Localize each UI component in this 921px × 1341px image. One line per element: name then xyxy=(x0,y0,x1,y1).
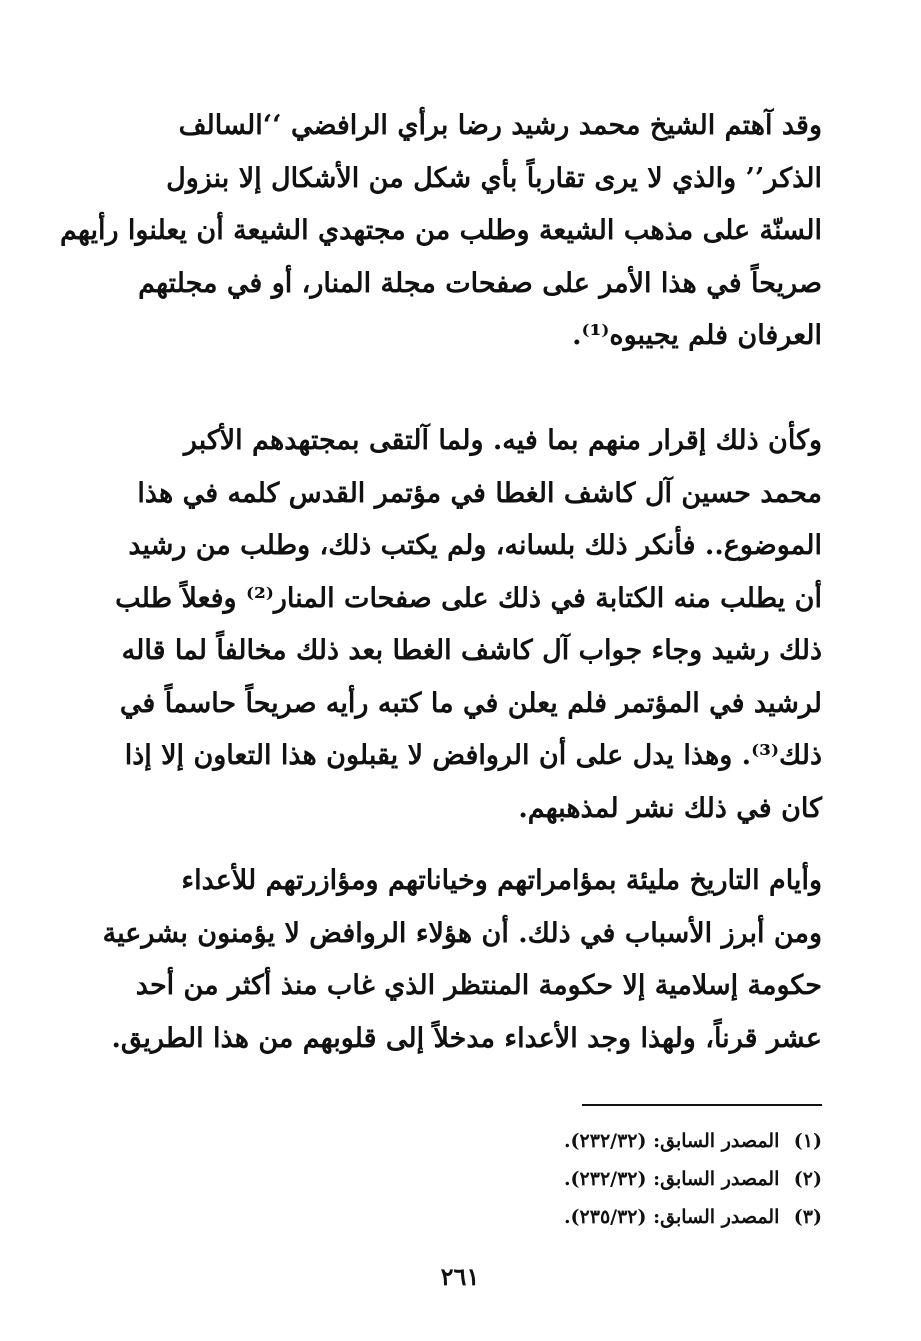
text-line: السنّة على مذهب الشيعة وطلب من مجتهدي الشيعة أن يعلنوا رأيهم xyxy=(60,215,822,246)
footnote-text: المصدر السابق: (٢٣٢/٣٢). xyxy=(563,1130,780,1152)
text-line: كان في ذلك نشر لمذهبهم. xyxy=(518,792,822,824)
footnote-text: المصدر السابق: (٢٣٥/٣٢). xyxy=(563,1206,780,1228)
footnote-item xyxy=(420,1122,822,1160)
text-line: لرشيد في المؤتمر فلم يعلن في ما كتبه رأيه صريحاً حاسماً في xyxy=(119,687,822,719)
footnote-text: المصدر السابق: (٢٣٢/٣٢). xyxy=(563,1168,780,1190)
footnote-number: (٢) xyxy=(793,1168,822,1190)
footnote-item xyxy=(420,1198,822,1236)
text-line: العرفان فلم يجيبوه⁽¹⁾. xyxy=(572,320,822,351)
footnote-number: (٣) xyxy=(793,1206,822,1228)
paragraph-3 xyxy=(102,855,822,1065)
text-line: الذكر’’ والذي لا يرى تقارباً بأي شكل من الأشكال إلا بنزول xyxy=(166,162,822,194)
text-line: حكومة إسلامية إلا حكومة المنتظر الذي غاب منذ أكثر من أحد xyxy=(135,970,822,1001)
footnote-divider xyxy=(582,1104,822,1106)
text-line: ذلك⁽³⁾. وهذا يدل على أن الروافض لا يقبلون هذا التعاون إلا إذا xyxy=(124,740,822,771)
footnote-item xyxy=(420,1160,822,1198)
text-line: صريحاً في هذا الأمر على صفحات مجلة المنار، أو في مجلتهم xyxy=(138,267,822,299)
text-line: وقد آهتم الشيخ محمد رشيد رضا برأي الرافضي ‘‘السالف xyxy=(178,110,822,141)
text-line: الموضوع.. فأنكر ذلك بلسانه، ولم يكتب ذلك، وطلب من رشيد xyxy=(128,530,822,561)
text-line: محمد حسين آل كاشف الغطا في مؤتمر القدس كلمه في هذا xyxy=(137,477,822,509)
paragraph-2 xyxy=(115,415,822,835)
footnotes-list xyxy=(420,1122,822,1236)
text-line: عشر قرناً، ولهذا وجد الأعداء مدخلاً إلى قلوبهم من هذا الطريق. xyxy=(111,1022,822,1054)
paragraph-1 xyxy=(60,100,822,363)
text-line: أن يطلب منه الكتابة في ذلك على صفحات المنار⁽²⁾ وفعلاً طلب xyxy=(115,582,822,614)
page-number: ٢٦١ xyxy=(440,1262,480,1291)
text-line: وأيام التاريخ مليئة بمؤامراتهم وخياناتهم ومؤازرتهم للأعداء xyxy=(181,865,822,896)
footnote-number: (١) xyxy=(793,1130,822,1152)
text-line: ذلك رشيد وجاء جواب آل كاشف الغطا بعد ذلك مخالفاً لما قاله xyxy=(121,635,822,666)
text-line: ومن أبرز الأسباب في ذلك. أن هؤلاء الروافض لا يؤمنون بشرعية xyxy=(102,917,822,949)
text-line: وكأن ذلك إقرار منهم بما فيه. ولما آلتقى بمجتهدهم الأكبر xyxy=(183,425,822,456)
